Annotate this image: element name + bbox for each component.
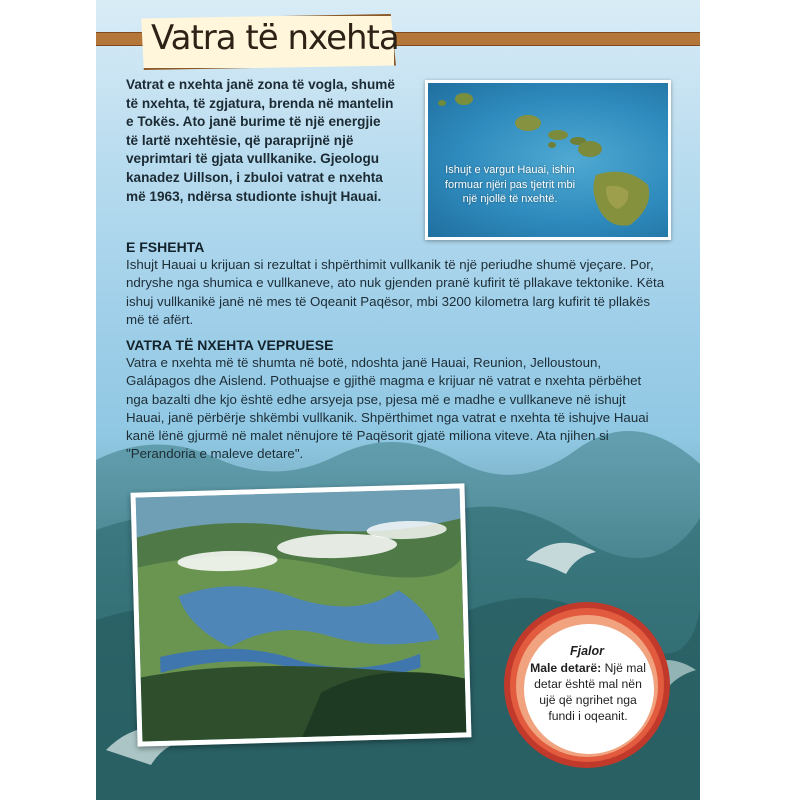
- glossary-badge: [504, 602, 670, 768]
- glossary-definition-text: Një mal detar është mal nën ujë që ngrihet nga fundi i oqeanit.: [534, 661, 646, 723]
- hawaii-map: [425, 80, 671, 240]
- section-body-e-fshehta: Ishujt Hauai u krijuan si rezultat i shpërthimit vullkanik të një periudhe shumë vjeçare. Por, ndryshe nga shumica e vullkaneve, ato nuk gjenden pranë kufirit të pllakave tektonike. Këta ishuj vullkanikë janë në mes të Oqeanit Paqësor, mbi 3200 kilometra larg kufirit të pllakës më të afërt.: [126, 257, 665, 327]
- page-title: Vatra të nxehta: [151, 18, 399, 58]
- intro-paragraph: Vatrat e nxehta janë zona të vogla, shumë të nxehta, të zgjatura, brenda në mantelin e Tokës. Ato janë burime të një energjie të lartë nxehtësie, që paraprijnë një veprimtari të gjata vullkanike. Gjeologu kanadez Uillson, i zbuloi vatrat e nxehta më 1963, ndërsa studionte ishujt Hauai.: [126, 77, 395, 204]
- glossary-definition: [530, 660, 646, 724]
- section-heading-e-fshehta: E FSHEHTA: [126, 239, 205, 255]
- book-page: [96, 0, 700, 800]
- glossary-title: Fjalor: [569, 644, 605, 658]
- map-caption: Ishujt e vargut Hauai, ishin formuar njëri pas tjetrit mbi një njollë të nxehtë.: [444, 164, 576, 205]
- glossary-term: Male detarë:: [530, 661, 602, 675]
- landscape-illustration: [136, 489, 467, 742]
- hawaii-landscape-photo: [131, 483, 472, 746]
- section-heading-vatra-vepruese: VATRA TË NXEHTA VEPRUESE: [126, 337, 334, 353]
- hawaii-islands-illustration: [428, 83, 668, 237]
- section-body-vatra-vepruese: Vatra e nxehta më të shumta në botë, ndoshta janë Hauai, Reunion, Jelloustoun, Galápagos dhe Aislend. Pothuajse e gjithë magma e krijuar në vatrat e nxehta përbëhet nga bazalti dhe kjo është edhe arsyeja pse, pjesa më e madhe e vullkaneve në ishujt Hauai, janë përbërje shkëmbi vullkanik. Shpërthimet nga vatrat e nxehta të ishujve Hauai kanë lënë gjurmë në malet nënujore të Paqësorit gjatë miliona viteve. Ata njihen si "Perandoria e maleve detare".: [126, 355, 649, 462]
